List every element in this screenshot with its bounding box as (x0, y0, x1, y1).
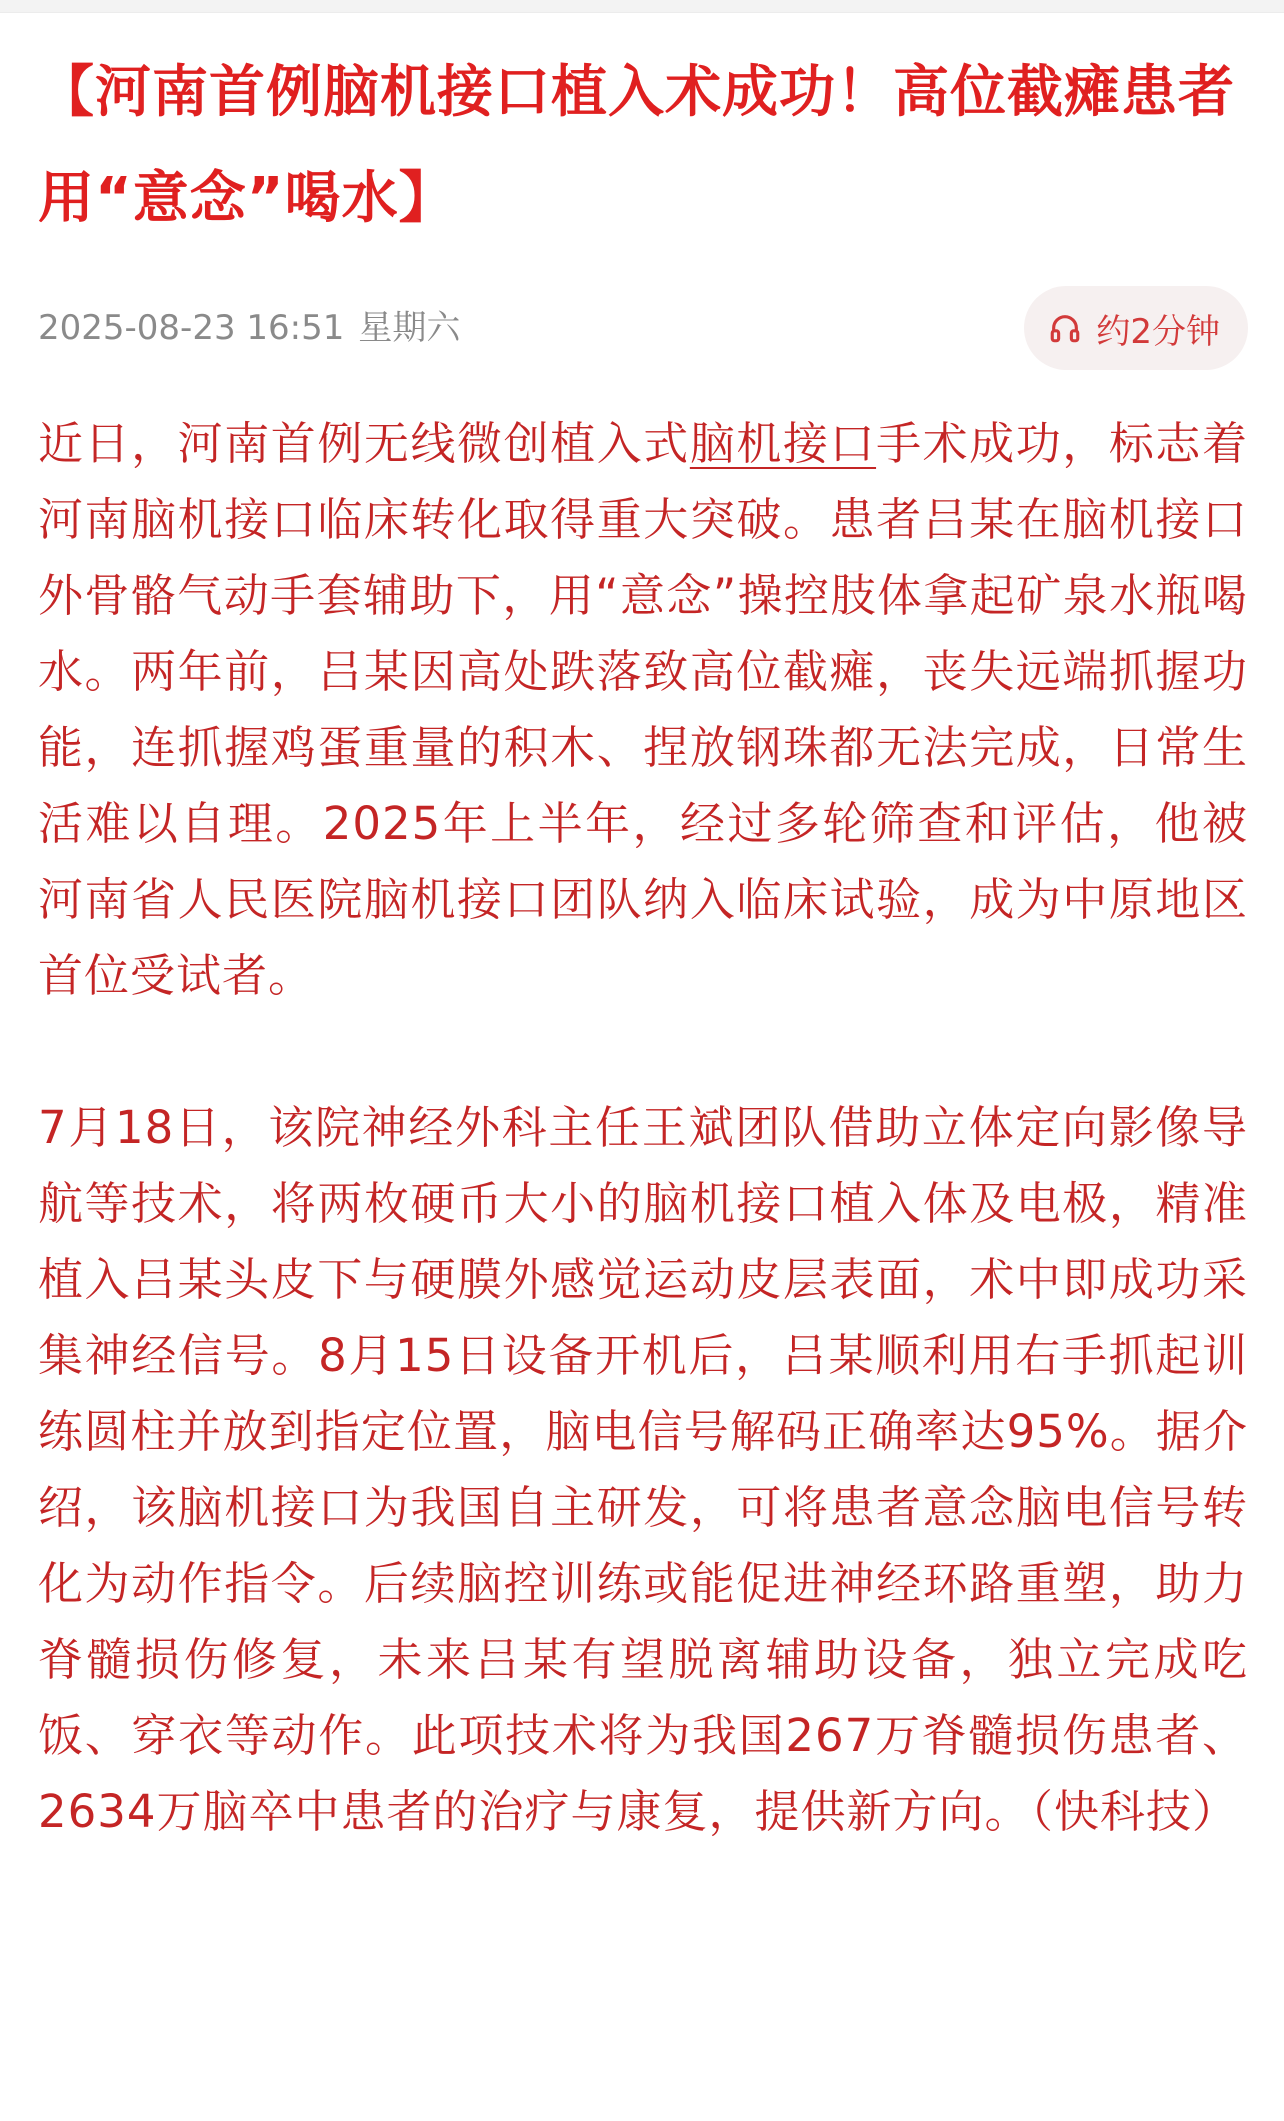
top-divider (0, 0, 1284, 13)
listen-duration: 约2分钟 (1096, 311, 1220, 352)
paragraph-1-text-end: 手术成功，标志着河南脑机接口临床转化取得重大突破。患者吕某在脑机接口外骨骼气动手套辅助下，用“意念”操控肢体拿起矿泉水瓶喝水。两年前，吕某因高处跌落致高位截瘫，丧失远端抓握功能，连抓握鸡蛋重量的积木、捏放钢珠都无法完成，日常生活难以自理。2025年上半年，经过多轮筛查和评估，他被河南省人民医院脑机接口团队纳入临床试验，成为中原地区首位受试者。 (38, 417, 1248, 1002)
publish-date: 2025-08-23 16:51 (38, 308, 345, 348)
paragraph-2: 7月18日，该院神经外科主任王斌团队借助立体定向影像导航等技术，将两枚硬币大小的脑机接口植入体及电极，精准植入吕某头皮下与硬膜外感觉运动皮层表面，术中即成功采集神经信号。8月15日设备开机后，吕某顺利用右手抓起训练圆柱并放到指定位置，脑电信号解码正确率达95%。据介绍，该脑机接口为我国自主研发，可将患者意念脑电信号转化为动作指令。后续脑控训练或能促进神经环路重塑，助力脊髓损伤修复，未来吕某有望脱离辅助设备，独立完成吃饭、穿衣等动作。此项技术将为我国267万脊髓损伤患者、2634万脑卒中患者的治疗与康复，提供新方向。（快科技） (38, 1101, 1248, 1838)
keyword-link-bci[interactable]: 脑机接口 (689, 417, 877, 470)
article (38, 40, 1248, 1850)
article-meta (38, 286, 1248, 370)
publish-datetime (38, 304, 460, 352)
article-body (38, 406, 1248, 1850)
headphones-icon (1048, 311, 1082, 345)
paragraph-1 (38, 406, 1248, 1014)
listen-button[interactable] (1024, 286, 1248, 370)
article-title: 【河南首例脑机接口植入术成功！高位截瘫患者用“意念”喝水】 (38, 60, 1235, 231)
publish-weekday: 星期六 (358, 308, 461, 348)
paragraph-1-text-start: 近日，河南首例无线微创植入式 (38, 417, 690, 470)
